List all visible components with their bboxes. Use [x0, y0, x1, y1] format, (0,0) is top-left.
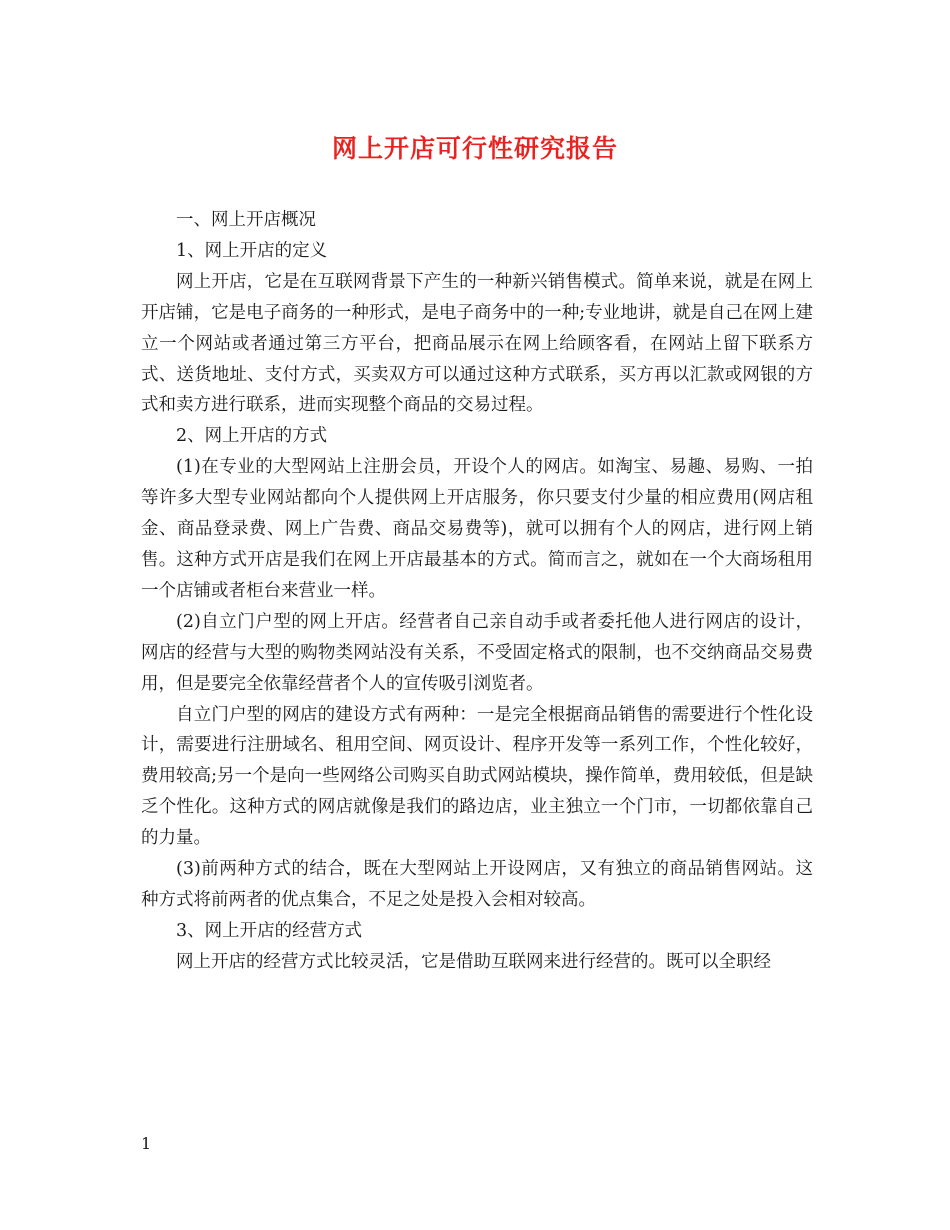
document-body — [141, 205, 813, 978]
paragraph: (2)自立门户型的网上开店。经营者自己亲自动手或者委托他人进行网店的设计，网店的经营与大型的购物类网站没有关系，不受固定格式的限制，也不交纳商品交易费用，但是要完全依靠经营者个人的宣传吸引浏览者。 — [141, 611, 813, 694]
paragraph: 网上开店的经营方式比较灵活，它是借助互联网来进行经营的。既可以全职经 — [176, 951, 771, 972]
paragraph: (1)在专业的大型网站上注册会员，开设个人的网店。如淘宝、易趣、易购、一拍等许多大型专业网站都向个人提供网上开店服务，你只要支付少量的相应费用(网店租金、商品登录费、网上广告费、商品交易费等)，就可以拥有个人的网店，进行网上销售。这种方式开店是我们在网上开店最基本的方式。简而言之，就如在一个大商场租用一个店铺或者柜台来营业一样。 — [141, 457, 813, 601]
document-title: 网上开店可行性研究报告 — [331, 134, 618, 163]
paragraph: (3)前两种方式的结合，既在大型网站上开设网店，又有独立的商品销售网站。这种方式将前两者的优点集合，不足之处是投入会相对较高。 — [141, 859, 813, 910]
paragraph: 自立门户型的网店的建设方式有两种：一是完全根据商品销售的需要进行个性化设计，需要进行注册域名、租用空间、网页设计、程序开发等一系列工作，个性化较好，费用较高;另一个是向一些网络公司购买自助式网站模块，操作简单，费用较低，但是缺乏个性化。这种方式的网店就像是我们的路边店，业主独立一个门市，一切都依靠自己的力量。 — [141, 704, 813, 849]
subsection-heading: 3、网上开店的经营方式 — [176, 920, 363, 941]
subsection-heading: 1、网上开店的定义 — [176, 240, 328, 261]
subsection-heading: 2、网上开店的方式 — [176, 426, 328, 447]
page-number: 1 — [141, 1134, 152, 1153]
paragraph: 网上开店，它是在互联网背景下产生的一种新兴销售模式。简单来说，就是在网上开店铺，它是电子商务的一种形式，是电子商务中的一种;专业地讲，就是自己在网上建立一个网站或者通过第三方平台，把商品展示在网上给顾客看，在网站上留下联系方式、送货地址、支付方式，买卖双方可以通过这种方式联系，买方再以汇款或网银的方式和卖方进行联系，进而实现整个商品的交易过程。 — [141, 271, 813, 416]
section-heading: 一、网上开店概况 — [176, 210, 316, 230]
